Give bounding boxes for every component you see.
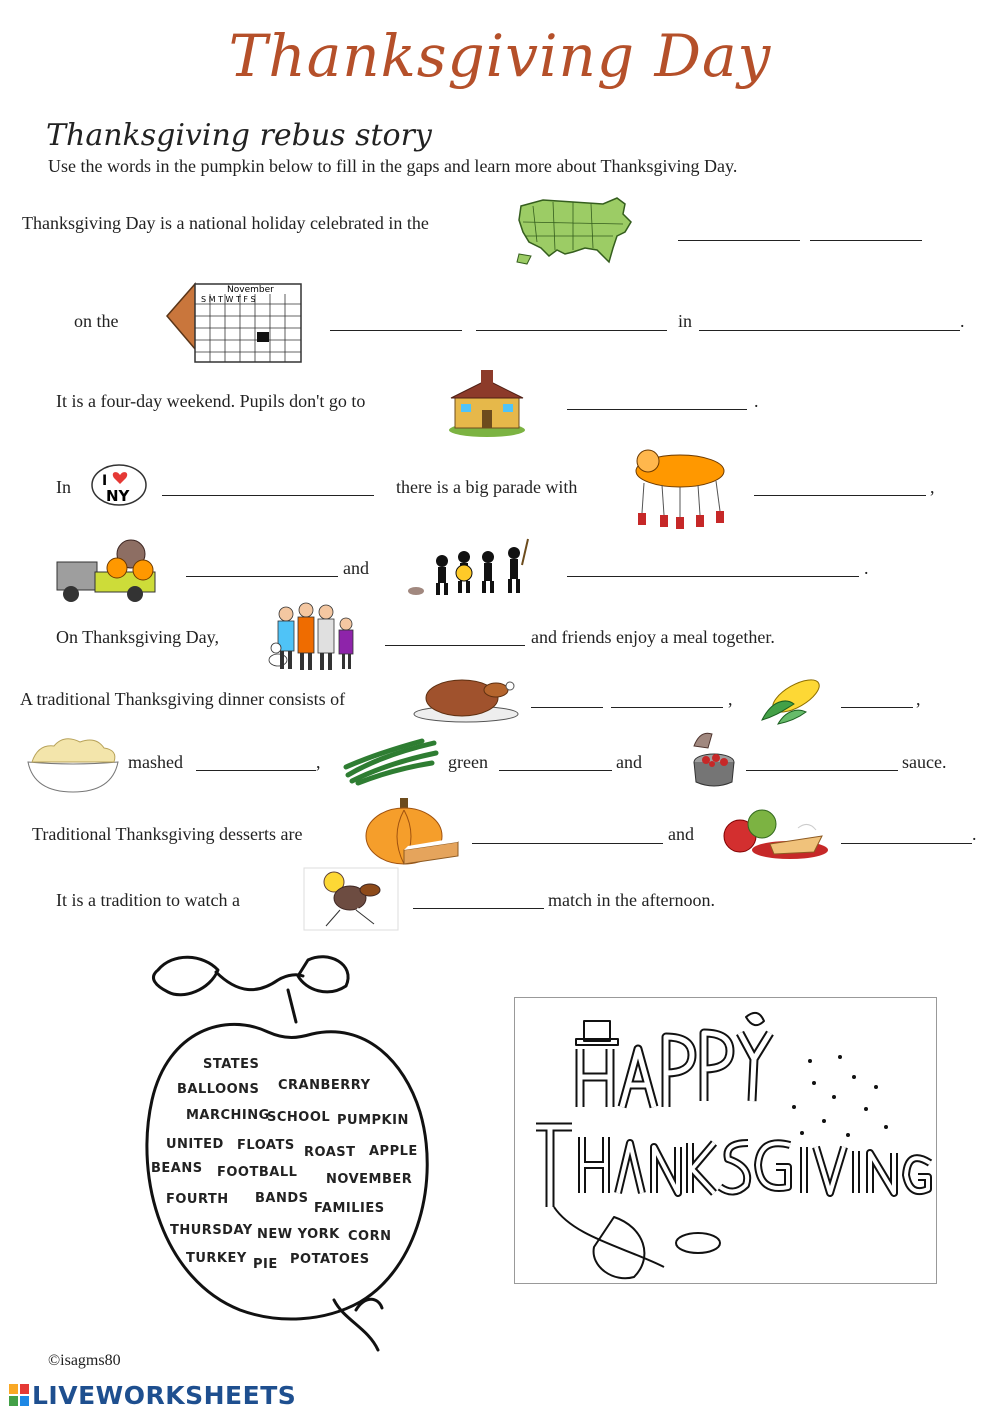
apple-pie-icon — [718, 800, 830, 862]
story-line-8-sauce: sauce. — [902, 752, 947, 772]
story-line-9: Traditional Thanksgiving desserts are — [32, 824, 303, 844]
page-title: Thanksgiving Day — [228, 22, 772, 90]
blank-17[interactable] — [746, 770, 898, 771]
story-line-6-end: and friends enjoy a meal together. — [531, 627, 775, 647]
cranberry-sauce-icon — [686, 726, 740, 790]
word-fourth: FOURTH — [166, 1192, 229, 1207]
calendar-icon — [165, 276, 305, 366]
calendar-month-label: November — [227, 285, 274, 295]
blank-16[interactable] — [499, 770, 612, 771]
word-cranberry: CRANBERRY — [278, 1078, 371, 1093]
story-line-2-text: on the — [74, 311, 119, 331]
blank-10[interactable] — [567, 576, 859, 577]
word-families: FAMILIES — [314, 1201, 385, 1216]
blank-14[interactable] — [841, 707, 913, 708]
stem — [288, 990, 296, 1022]
balloon-icon — [630, 443, 732, 531]
vine-top — [216, 972, 303, 990]
blank-13[interactable] — [611, 707, 723, 708]
blank-3[interactable] — [330, 330, 462, 331]
story-line-4-in: In — [56, 477, 71, 497]
blank-5[interactable] — [699, 330, 960, 331]
blank-8[interactable] — [754, 495, 926, 496]
word-november: NOVEMBER — [326, 1172, 413, 1187]
story-line-8-and: and — [616, 752, 642, 772]
word-new-york: NEW YORK — [257, 1227, 340, 1242]
word-floats: FLOATS — [237, 1138, 295, 1153]
word-beans: BEANS — [151, 1161, 203, 1176]
period-4: . — [972, 824, 977, 844]
story-line-10-end: match in the afternoon. — [548, 890, 715, 910]
story-line-9-and: and — [668, 824, 694, 844]
comma-3: , — [916, 689, 921, 709]
turkey-roast-icon — [412, 672, 520, 724]
liveworksheets-logo-icon — [8, 1383, 30, 1407]
story-line-3: It is a four-day weekend. Pupils don't go to — [56, 391, 366, 411]
word-balloons: BALLOONS — [177, 1082, 260, 1097]
pumpkin-pie-icon — [360, 796, 460, 868]
blank-2[interactable] — [810, 240, 922, 241]
word-marching: MARCHING — [186, 1108, 270, 1123]
word-potatoes: POTATOES — [290, 1252, 370, 1267]
word-thursday: THURSDAY — [170, 1223, 253, 1238]
liveworksheets-logo[interactable] — [8, 1381, 296, 1410]
period-2: . — [754, 391, 759, 411]
blank-15[interactable] — [196, 770, 316, 771]
blank-6[interactable] — [567, 409, 747, 410]
word-states: STATES — [203, 1057, 260, 1072]
word-turkey: TURKEY — [186, 1251, 247, 1266]
mashed-potatoes-icon — [24, 732, 122, 794]
instructions: Use the words in the pumpkin below to fill in the gaps and learn more about Thanksgiving Day. — [48, 156, 738, 176]
blank-7[interactable] — [162, 495, 374, 496]
pumpkin-word-bank — [128, 950, 448, 1370]
story-line-4-text: there is a big parade with — [396, 477, 578, 497]
blank-12[interactable] — [531, 707, 603, 708]
subtitle: Thanksgiving rebus story — [46, 118, 432, 153]
blank-1[interactable] — [678, 240, 800, 241]
story-line-5-and: and — [343, 558, 369, 578]
green-beans-icon — [342, 737, 440, 785]
corn-icon — [758, 670, 828, 726]
word-corn: CORN — [348, 1229, 392, 1244]
leaf-right-outline — [298, 957, 348, 992]
school-icon — [447, 368, 527, 438]
word-roast: ROAST — [304, 1145, 356, 1160]
copyright: ©isagms80 — [48, 1352, 121, 1369]
word-football: FOOTBALL — [217, 1165, 298, 1180]
blank-9[interactable] — [186, 576, 338, 577]
period-1: . — [960, 311, 965, 331]
calendar-days-label: S M T W T F S — [201, 295, 256, 304]
blank-18[interactable] — [472, 843, 663, 844]
word-pie: PIE — [253, 1257, 278, 1272]
comma-4: , — [316, 752, 321, 772]
comma-2: , — [728, 689, 733, 709]
usa-map-icon — [513, 192, 638, 272]
word-school: SCHOOL — [267, 1110, 331, 1125]
i-love-ny-logo — [90, 463, 148, 507]
liveworksheets-logo-text: LIVEWORKSHEETS — [32, 1381, 297, 1410]
story-line-10: It is a tradition to watch a — [56, 890, 240, 910]
word-united: UNITED — [166, 1137, 224, 1152]
word-apple: APPLE — [369, 1144, 418, 1159]
comma-1: , — [930, 477, 935, 497]
period-3: . — [864, 558, 869, 578]
story-line-8-green: green — [448, 752, 488, 772]
word-pumpkin: PUMPKIN — [337, 1113, 409, 1128]
story-line-7: A traditional Thanksgiving dinner consists of — [20, 689, 346, 709]
story-line-2-in: in — [678, 311, 693, 331]
marching-band-icon — [406, 535, 542, 601]
blank-11[interactable] — [385, 645, 525, 646]
float-icon — [55, 532, 161, 604]
word-bands: BANDS — [255, 1191, 309, 1206]
story-line-8-mashed: mashed — [128, 752, 183, 772]
blank-19[interactable] — [841, 843, 972, 844]
ny-logo-i: I — [102, 473, 108, 489]
blank-4[interactable] — [476, 330, 667, 331]
story-line-1: Thanksgiving Day is a national holiday celebrated in the — [22, 213, 429, 233]
story-line-6-text: On Thanksgiving Day, — [56, 627, 219, 647]
happy-thanksgiving-coloring-image — [514, 997, 937, 1284]
ny-logo-text: NY — [106, 487, 130, 505]
football-player-icon — [304, 868, 398, 930]
blank-20[interactable] — [413, 908, 544, 909]
leaf-left-outline — [153, 957, 218, 995]
family-icon — [266, 600, 362, 672]
